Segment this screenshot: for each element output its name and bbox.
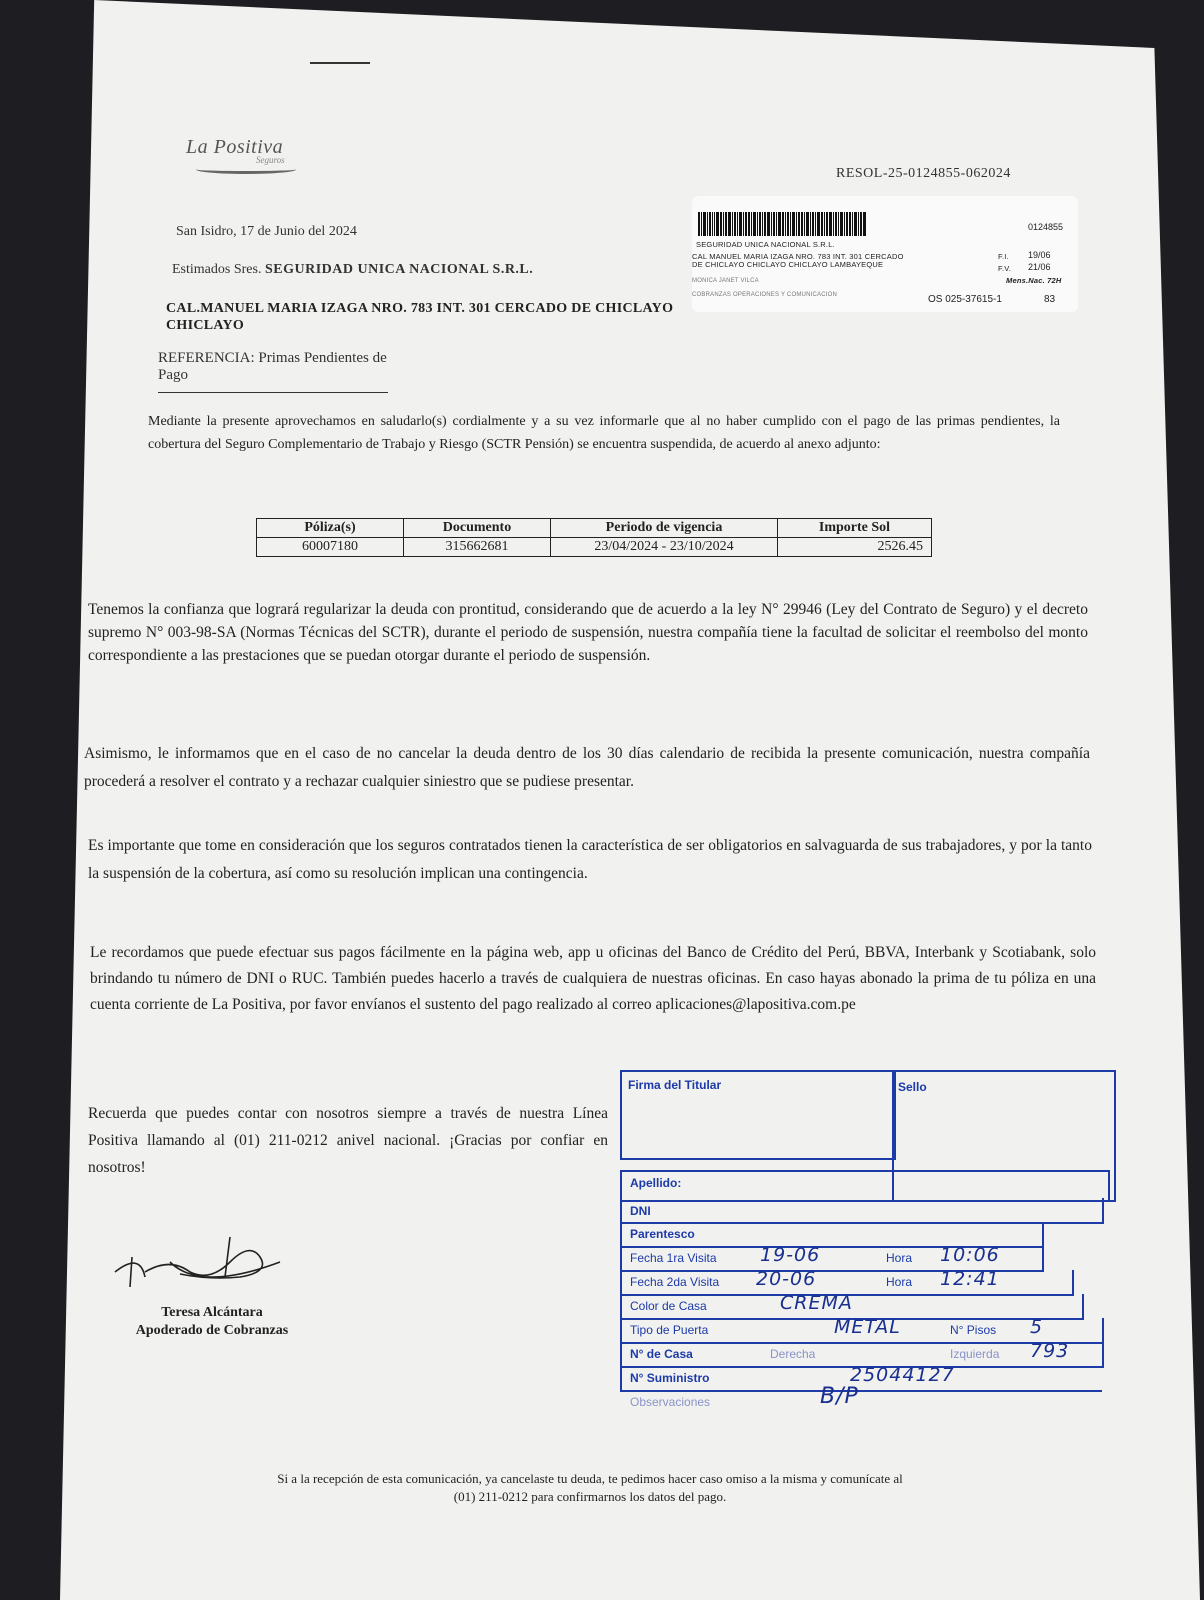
shipping-label bbox=[692, 196, 1078, 312]
paragraph-5: Le recordamos que puede efectuar sus pagos fácilmente en la página web, app u oficinas del Banco de Crédito del Perú, BBVA, Interbank y Scotiabank, solo brindando tu número de DNI o RUC. También puedes hacerlo a través de cualquiera de nuestras oficinas. En caso hayas abonado la prima de tu póliza en una cuenta corriente de La Positiva, por favor envíanos el sustento del pago realizado al correo aplicaciones@lapositiva.com.pe bbox=[90, 944, 1096, 1013]
stamp-obs-label: Observaciones bbox=[630, 1395, 711, 1409]
stamp-visit1-value: 19-06 bbox=[760, 1244, 821, 1266]
label-count: 83 bbox=[1044, 294, 1056, 305]
stamp-number-label: N° de Casa bbox=[630, 1347, 693, 1361]
label-fv-value: 21/06 bbox=[1028, 262, 1051, 272]
footer-line2: (01) 211-0212 para confirmarnos los datos del pago. bbox=[453, 1489, 727, 1504]
logo-swoosh bbox=[196, 165, 296, 174]
stamp-floors-value: 5 bbox=[1030, 1316, 1044, 1338]
barcode bbox=[698, 212, 908, 236]
stamp-hour2-label: Hora bbox=[886, 1275, 913, 1289]
pen-mark bbox=[310, 56, 370, 64]
stamp-color-value: CREMA bbox=[780, 1292, 853, 1314]
header-importe: Importe Sol bbox=[778, 519, 932, 538]
stamp-title: Firma del Titular bbox=[628, 1078, 722, 1092]
table-header-row bbox=[257, 519, 932, 538]
resolution-number: RESOL-25-0124855-062024 bbox=[836, 166, 1011, 181]
signature bbox=[110, 1232, 290, 1302]
stamp-hour1-label: Hora bbox=[886, 1251, 913, 1265]
header-poliza: Póliza(s) bbox=[257, 519, 404, 538]
company-logo bbox=[186, 136, 316, 174]
policy-table bbox=[256, 518, 932, 557]
stamp-hour2-value: 12:41 bbox=[940, 1268, 1000, 1290]
stamp-visit2-value: 20-06 bbox=[756, 1268, 817, 1290]
address-line1: CAL.MANUEL MARIA IZAGA NRO. 783 INT. 301 CERCADO DE CHICLAYO bbox=[166, 301, 674, 316]
stamp-dni-label: DNI bbox=[630, 1204, 651, 1218]
header-documento: Documento bbox=[404, 519, 551, 538]
stamp-door-value: METAL bbox=[834, 1316, 901, 1338]
stamp-seal-label: Sello bbox=[898, 1080, 927, 1094]
company-name: SEGURIDAD UNICA NACIONAL S.R.L. bbox=[264, 262, 534, 277]
label-address2: DE CHICLAYO CHICLAYO CHICLAYO LAMBAYEQUE bbox=[692, 260, 884, 269]
stamp-relation-label: Parentesco bbox=[630, 1227, 695, 1241]
reference: REFERENCIA: Primas Pendientes de Pago bbox=[158, 350, 388, 393]
paragraph-6-text: Recuerda que puedes contar con nosotros siempre a través de nuestra Línea Positiva llamando al (01) 211-0212 anivel nacional. ¡Gracias por confiar en nosotros! bbox=[88, 1105, 608, 1176]
footer-line1: Si a la recepción de esta comunicación, ya cancelaste tu deuda, te pedimos hacer caso omiso a la misma y comunícate al bbox=[277, 1471, 903, 1486]
paragraph-4: Es importante que tome en consideración que los seguros contratados tienen la característica de ser obligatorios en salvaguarda de sus trabajadores, y por la tanto la suspensión de la cobertura, así como su resolución implican una contingencia. bbox=[88, 837, 1092, 882]
label-tracking: 0124855 bbox=[1028, 222, 1064, 232]
stamp-supply-label: N° Suministro bbox=[630, 1371, 710, 1385]
cell-periodo: 23/04/2024 - 23/10/2024 bbox=[551, 538, 778, 557]
signer-title: Apoderado de Cobranzas bbox=[135, 1323, 289, 1338]
label-dept: COBRANZAS OPERACIONES Y COMUNICACION bbox=[692, 292, 838, 298]
table-row bbox=[257, 538, 932, 557]
stamp-left-label: Izquierda bbox=[950, 1347, 1000, 1361]
stamp-visit2-label: Fecha 2da Visita bbox=[630, 1275, 720, 1289]
signer-name: Teresa Alcántara bbox=[161, 1305, 263, 1320]
stamp-door-label: Tipo de Puerta bbox=[630, 1323, 709, 1337]
label-address1: CAL MANUEL MARIA IZAGA NRO. 783 INT. 301 CERCADO bbox=[692, 252, 904, 261]
stamp-obs-value: B/P bbox=[820, 1384, 859, 1409]
stamp-color-label: Color de Casa bbox=[630, 1299, 707, 1313]
logo-name: La Positiva bbox=[186, 136, 284, 158]
logo-subtitle: Seguros bbox=[256, 155, 285, 165]
label-fi-label: F.I. bbox=[998, 252, 1009, 261]
paragraph-1: Mediante la presente aprovechamos en saludarlo(s) cordialmente y a su vez informarle que al no haber cumplido con el pago de las primas pendientes, la cobertura del Seguro Complementario de Trabajo y Riesgo (SCTR Pensión) se encuentra suspendida, de acuerdo al anexo adjunto: bbox=[148, 414, 1060, 452]
stamp-visit1-label: Fecha 1ra Visita bbox=[630, 1251, 717, 1265]
letter-date: San Isidro, 17 de Junio del 2024 bbox=[176, 224, 357, 239]
signer-block bbox=[122, 1304, 302, 1340]
label-fv-label: F.V. bbox=[998, 264, 1012, 273]
label-os-number: OS 025-37615-1 bbox=[928, 294, 1002, 305]
address-line2: CHICLAYO bbox=[166, 318, 245, 333]
stamp-hour1-value: 10:06 bbox=[940, 1244, 1000, 1266]
paragraph-3: Asimismo, le informamos que en el caso de no cancelar la deuda dentro de los 30 días calendario de recibida la presente comunicación, nuestra compañía procederá a resolver el contrato y a rechazar cualquier siniestro que se pudiese presentar. bbox=[84, 745, 1090, 790]
stamp-number-value: 793 bbox=[1030, 1340, 1070, 1362]
header-periodo: Periodo de vigencia bbox=[551, 519, 778, 538]
stamp-supply-value: 25044127 bbox=[850, 1364, 955, 1386]
stamp-floors-label: N° Pisos bbox=[950, 1323, 997, 1337]
paragraph-2: Tenemos la confianza que logrará regularizar la deuda con prontitud, considerando que de acuerdo a la ley N° 29946 (Ley del Contrato de Seguro) y el decreto supremo N° 003-98-SA (Normas Técnicas del SCTR), durante el periodo de suspensión, nuestra compañía tiene la facultad de solicitar el reembolso del monto correspondiente a las prestaciones que se puedan otorgar durante el periodo de suspensión. bbox=[88, 601, 1088, 664]
footer-note bbox=[180, 1470, 1000, 1506]
stamp-right-label: Derecha bbox=[770, 1347, 816, 1361]
label-service: Mens.Nac. 72H bbox=[1006, 276, 1062, 285]
courier-stamp bbox=[620, 1070, 1116, 1408]
greeting-prefix: Estimados Sres. bbox=[172, 262, 262, 277]
label-contact: MONICA JANET VILCA bbox=[692, 278, 759, 284]
cell-documento: 315662681 bbox=[404, 538, 551, 557]
address bbox=[166, 300, 766, 334]
cell-importe: 2526.45 bbox=[778, 538, 932, 557]
addressee bbox=[172, 262, 533, 278]
label-recipient: SEGURIDAD UNICA NACIONAL S.R.L. bbox=[696, 240, 835, 249]
label-fi-value: 19/06 bbox=[1028, 250, 1051, 260]
cell-poliza: 60007180 bbox=[257, 538, 404, 557]
stamp-surname-label: Apellido: bbox=[630, 1176, 682, 1190]
